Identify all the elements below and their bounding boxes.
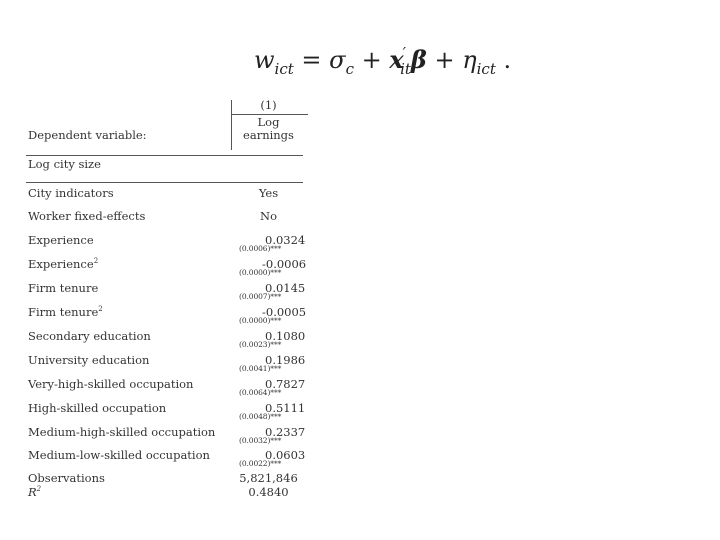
- column-number: (1): [260, 98, 277, 112]
- std-error: (0.0007)***: [239, 292, 282, 301]
- coef-value: 0.0603: [265, 448, 306, 462]
- row-label: Firm tenure: [28, 281, 99, 295]
- row-label: Medium-low-skilled occupation: [28, 448, 210, 462]
- dep-var-value-line1: Log: [257, 115, 280, 129]
- city-indicators-value: Yes: [258, 186, 279, 200]
- eq-lhs: w: [254, 46, 275, 74]
- coef-value: -0.0005: [262, 305, 307, 319]
- header-rule: [26, 155, 303, 156]
- dep-var-label: Dependent variable:: [28, 128, 147, 142]
- regression-table: [26, 0, 306, 540]
- eq-x-sub: it: [400, 60, 411, 78]
- row-label: High-skilled occupation: [28, 401, 167, 415]
- coef-value: 0.0324: [265, 233, 306, 247]
- r-squared-label: $R^2$: [28, 485, 42, 499]
- row-label: Firm tenure$^2$: [28, 305, 103, 319]
- eq-lhs-sub: ict: [274, 60, 294, 78]
- coef-value: 0.0145: [265, 281, 306, 295]
- eq-period: .: [503, 46, 512, 74]
- city-indicators-label: City indicators: [28, 186, 114, 200]
- std-error: (0.0064)***: [239, 388, 282, 397]
- eq-plus-2: +: [434, 46, 455, 74]
- std-error: (0.0048)***: [239, 412, 282, 421]
- std-error: (0.0000)***: [239, 316, 282, 325]
- worker-fe-label: Worker fixed-effects: [28, 209, 146, 223]
- eq-equals: =: [301, 46, 322, 74]
- std-error: (0.0006)***: [239, 244, 282, 253]
- eq-beta: β: [410, 45, 427, 74]
- row-label: Experience: [28, 233, 94, 247]
- eq-plus-1: +: [361, 46, 382, 74]
- observations-label: Observations: [28, 471, 105, 485]
- std-error: (0.0032)***: [239, 436, 282, 445]
- row-label: University education: [28, 353, 150, 367]
- std-error: (0.0041)***: [239, 364, 282, 373]
- coef-value: 0.5111: [265, 401, 306, 415]
- worker-fe-value: No: [260, 209, 277, 223]
- std-error: (0.0023)***: [239, 340, 282, 349]
- std-error: (0.0022)***: [239, 459, 282, 468]
- eq-x-prime: ′: [402, 44, 407, 62]
- r-squared-value: 0.4840: [248, 485, 289, 499]
- section-rule: [26, 182, 303, 183]
- coef-value: 0.1080: [265, 329, 306, 343]
- eq-x: x: [389, 45, 404, 74]
- coef-value: 0.1986: [265, 353, 306, 367]
- coef-value: 0.7827: [265, 377, 306, 391]
- eq-eta: η: [462, 46, 477, 74]
- row-label: Experience$^2$: [28, 257, 99, 271]
- eq-eta-sub: ict: [476, 60, 496, 78]
- dep-var-value-line2: earnings: [243, 128, 294, 142]
- eq-sigma: σ: [329, 46, 346, 74]
- row-label: Secondary education: [28, 329, 151, 343]
- eq-sigma-sub: c: [345, 60, 354, 78]
- row-label: Medium-high-skilled occupation: [28, 425, 216, 439]
- coef-value: -0.0006: [262, 257, 307, 271]
- coef-value: 0.2337: [265, 425, 306, 439]
- row-label: Very-high-skilled occupation: [28, 377, 194, 391]
- log-city-size-label: Log city size: [28, 157, 101, 171]
- std-error: (0.0000)***: [239, 268, 282, 277]
- observations-value: 5,821,846: [239, 471, 298, 485]
